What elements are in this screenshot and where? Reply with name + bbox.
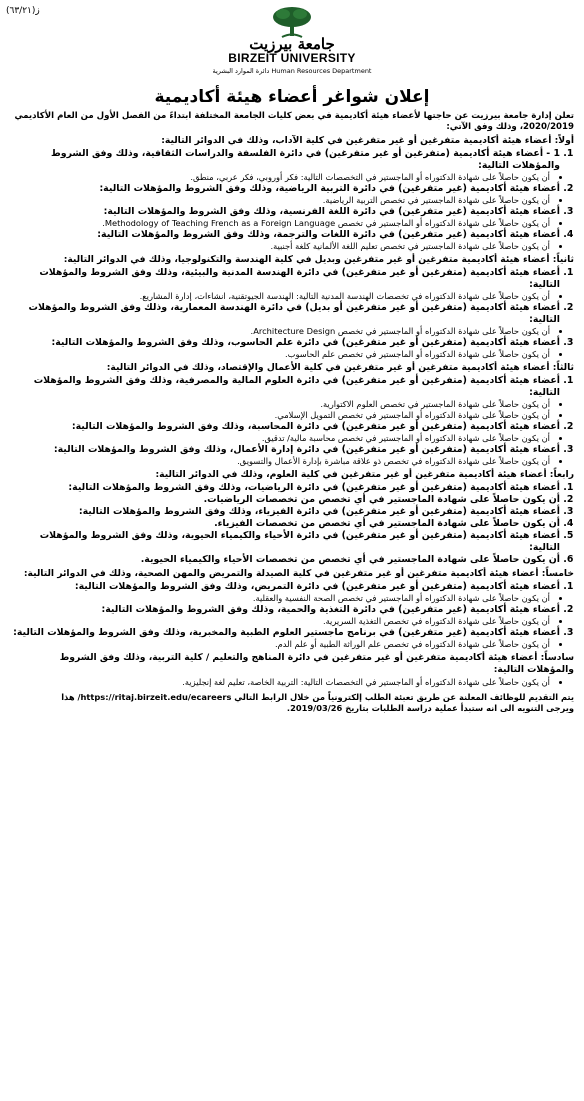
requirement: • أن يكون حاصلاً على شهادة الدكتوراه أو الماجستير في تخصص Architecture Design. (10, 326, 550, 337)
list-item (10, 581, 560, 604)
list-item (10, 183, 560, 206)
apply-instructions: يتم التقديم للوظائف المعلنة عن طريق تعبئة الطلب إلكترونياً من خلال الرابط التالي https://ritaj.birzeit.edu/ecareers/ هذا (61, 692, 574, 702)
list-item (10, 677, 560, 688)
requirement: • أن يكون حاصلاً على شهادة الدكتوراه في تخصص التغذية السريرية. (10, 616, 550, 627)
list-item (10, 302, 560, 337)
item-text: أن يكون حاصلاً على شهادة الماجستير في أي تخصص من تخصصات الفيزياء. (214, 518, 560, 529)
list-item (10, 554, 560, 566)
item-text: أعضاء هيئة أكاديمية (غير متفرغين) في دائرة التربية الرياضية، وذلك وفق الشروط والمؤهلات التالية: (99, 183, 560, 194)
item-text: أعضاء هيئة أكاديمية (متفرغين أو غير متفرغين) في دائرة علم الحاسوب، وذلك وفق الشروط والمؤهلات التالية: (51, 337, 560, 348)
section-items (10, 581, 574, 650)
requirement: • أن يكون حاصلاً على شهادة الماجستير في تخصص التربية الرياضية. (10, 195, 550, 206)
item-text: أعضاء هيئة أكاديمية (متفرغين أو غير متفرغين) في دائرة إدارة الأعمال، وذلك وفق الشروط والمؤهلات التالية: (53, 444, 560, 455)
requirement: • أن يكون حاصلاً على شهادة الدكتوراه أو الماجستير في تخصص Methodology of Teaching French as a Foreign Language. (10, 218, 550, 229)
requirements-list (10, 195, 560, 206)
section-heading: خامساً: أعضاء هيئة أكاديمية متفرغين أو غير متفرغين في كلية الصيدلة والتمريض والمهن الصحية، وذلك في الدوائر التالية: (23, 568, 574, 579)
list-item (10, 482, 560, 494)
section-heading: ثالثاً: أعضاء هيئة أكاديمية متفرغين أو غير متفرغين في كلية الأعمال والإقتصاد، وذلك في الدوائر التالية: (106, 362, 574, 373)
document-reference: (٦٣/٢١)ز (6, 6, 40, 16)
list-item (10, 206, 560, 229)
sections-container (10, 135, 574, 688)
requirement: • أن يكون حاصلاً على شهادة الماجستير في تخصص العلوم الاكتوارية. (10, 399, 550, 410)
section-heading: سادساً: أعضاء هيئة أكاديمية متفرغين أو غير متفرغين في دائرة المناهج والتعليم / كلية التربية، وذلك وفق الشروط والمؤهلات التالية: (59, 652, 574, 675)
requirements-list (10, 456, 560, 467)
item-text: أعضاء هيئة أكاديمية (متفرغين أو غير متفرغين) في دائرة الهندسة المدنية والبيئية، وذلك وفق الشروط والمؤهلات التالية: (39, 267, 560, 290)
section-items (10, 267, 574, 360)
page-title: إعلان شواغر أعضاء هيئة أكاديمية (154, 87, 430, 107)
requirements-list (10, 241, 560, 252)
department-name: دائرة الموارد البشرية Human Resources Department (212, 67, 372, 75)
requirement: • أن يكون حاصلاً على شهادة الدكتوراه أو الماجستير في تخصص الصحة النفسية والعقلية. (10, 593, 550, 604)
item-text: أعضاء هيئة أكاديمية (غير متفرغين) في دائرة اللغات والترجمة، وذلك وفق الشروط والمؤهلات التالية: (97, 229, 560, 240)
requirement: • أن يكون حاصلاً على شهادة الماجستير في تخصص تعليم اللغة الألمانية كلغة أجنبية. (10, 241, 550, 252)
item-text: 1 - أعضاء هيئة أكاديمية (متفرغين أو غير متفرغين) في دائرة الفلسفة والدراسات الثقافية، وذلك وفق الشروط والمؤهلات التالية: (51, 148, 560, 171)
item-text: أعضاء هيئة أكاديمية (متفرغين أو غير متفرغين) في دائرة الأحياء والكيمياء الحيوية، وذلك وفق الشروط والمؤهلات التالية: (39, 530, 560, 553)
university-english-name: BIRZEIT UNIVERSITY (228, 51, 356, 65)
section-heading: أولاً: أعضاء هيئة أكاديمية متفرغين أو غير متفرغين في كلية الآداب، وذلك في الدوائر التالية: (161, 135, 574, 146)
section-heading: رابعاً: أعضاء هيئة أكاديمية متفرغين أو غير متفرغين في كلية العلوم، وذلك في الدوائر التالية: (155, 469, 574, 480)
list-item (10, 421, 560, 444)
list-item (10, 148, 560, 183)
item-text: أعضاء هيئة أكاديمية (متفرغين أو غير متفرغين) في دائرة الفيزياء، وذلك وفق الشروط والمؤهلات التالية: (78, 506, 560, 517)
list-item (10, 494, 560, 506)
section-items (10, 677, 574, 688)
list-item (10, 627, 560, 650)
requirements-list (10, 677, 560, 688)
item-text: أعضاء هيئة أكاديمية (غير متفرغين) في دائرة اللغة الفرنسية، وذلك وفق الشروط والمؤهلات التالية: (103, 206, 560, 217)
requirement: • أن يكون حاصلاً على شهادة الدكتوراه أو الماجستير في تخصص محاسبة مالية/ تدقيق. (10, 433, 550, 444)
requirements-list (10, 433, 560, 444)
review-date-note: ويرجى التنويه الى انه ستبدأ عملية دراسة الطلبات بتاريخ 2019/03/26. (286, 703, 574, 713)
list-item (10, 444, 560, 467)
section-heading: ثانياً: أعضاء هيئة أكاديمية متفرغين أو غير متفرغين وبديل في كلية الهندسة والتكنولوجيا، وذلك في الدوائر التالية: (63, 254, 574, 265)
requirement: • أن يكون حاصلاً على شهادة الدكتوراه أو الماجستير في تخصص التمويل الإسلامي. (10, 410, 550, 421)
item-text: أعضاء هيئة أكاديمية (متفرغين أو غير متفرغين) في دائرة المحاسبة، وذلك وفق الشروط والمؤهلات التالية: (71, 421, 560, 432)
section-items (10, 148, 574, 252)
requirements-list (10, 326, 560, 337)
footer (10, 692, 574, 714)
requirements-list (10, 349, 560, 360)
item-text: أعضاء هيئة أكاديمية (غير متفرغين) في برنامج ماجستير العلوم الطبية والمخبرية، وذلك وفق الشروط والمؤهلات التالية: (13, 627, 560, 638)
section-items (10, 375, 574, 467)
requirements-list (10, 616, 560, 627)
requirements-list (10, 399, 560, 421)
item-text: أعضاء هيئة أكاديمية (متفرغين أو غير متفرغين) في دائرة الرياضيات، وذلك وفق الشروط والمؤهلات التالية: (68, 482, 560, 493)
requirement: • أن يكون حاصلاً على شهادة الدكتوراه أو الماجستير في التخصصات التالية: التربية الخاصة، تعليم لغة إنجليزية. (10, 677, 550, 688)
list-item (10, 229, 560, 252)
intro-paragraph: تعلن إدارة جامعة بيرزيت عن حاجتها لأعضاء هيئة أكاديمية في بعض كليات الجامعة المختلفة ابتداءً من الفصل الأول من العام الأكاديمي 2020/2019، وذلك وفق الآتي: (14, 111, 574, 132)
tree-logo-icon (270, 6, 314, 38)
list-item (10, 337, 560, 360)
requirement: • أن يكون حاصلاً على شهادة الدكتوراه أو الماجستير في تخصص علم الحاسوب. (10, 349, 550, 360)
item-text: أعضاء هيئة أكاديمية (متفرغين أو غير متفرغين أو بديل) في دائرة الهندسة المعمارية، وذلك وفق الشروط والمؤهلات التالية: (28, 302, 560, 325)
list-item (10, 604, 560, 627)
list-item (10, 267, 560, 302)
requirements-list (10, 593, 560, 604)
requirements-list (10, 639, 560, 650)
header (10, 6, 574, 86)
list-item (10, 375, 560, 421)
list-item (10, 518, 560, 530)
item-text: أن يكون حاصلاً على شهادة الماجستير في أي تخصص من تخصصات الأحياء والكيمياء الحيوية. (140, 554, 560, 565)
requirements-list (10, 291, 560, 302)
requirement: • أن يكون حاصلاً على شهادة الدكتوراه في تخصصات الهندسة المدنية التالية: الهندسة الجيوتقنية، انشاءات، إدارة المشاريع. (10, 291, 550, 302)
requirement: • أن يكون حاصلاً على شهادة الدكتوراه في تخصص علم الوراثة الطبية أو علم الدم. (10, 639, 550, 650)
section-items (10, 482, 574, 566)
university-arabic-name: جامعة بيرزيت (249, 35, 335, 53)
item-text: أعضاء هيئة أكاديمية (متفرغين أو غير متفرغين) في دائرة التمريض، وذلك وفق الشروط والمؤهلات التالية: (74, 581, 560, 592)
item-text: أعضاء هيئة أكاديمية (غير متفرغين) في دائرة التغذية والحمية، وذلك وفق الشروط والمؤهلات التالية: (101, 604, 560, 615)
requirements-list (10, 218, 560, 229)
list-item (10, 506, 560, 518)
university-logo (192, 6, 392, 76)
list-item (10, 530, 560, 554)
requirements-list (10, 172, 560, 183)
item-text: أعضاء هيئة أكاديمية (متفرغين أو غير متفرغين) في دائرة العلوم المالية والمصرفية، وذلك وفق الشروط والمؤهلات التالية: (33, 375, 560, 398)
requirement: • أن يكون حاصلاً على شهادة الدكتوراه أو الماجستير في التخصصات التالية: فكر أوروبي، فكر عربي، منطق. (10, 172, 550, 183)
requirement: • أن يكون حاصلاً على شهادة الدكتوراه في تخصص ذو علاقة مباشرة بإدارة الأعمال والتسويق. (10, 456, 550, 467)
item-text: أن يكون حاصلاً على شهادة الماجستير في أي تخصص من تخصصات الرياضيات. (203, 494, 560, 505)
